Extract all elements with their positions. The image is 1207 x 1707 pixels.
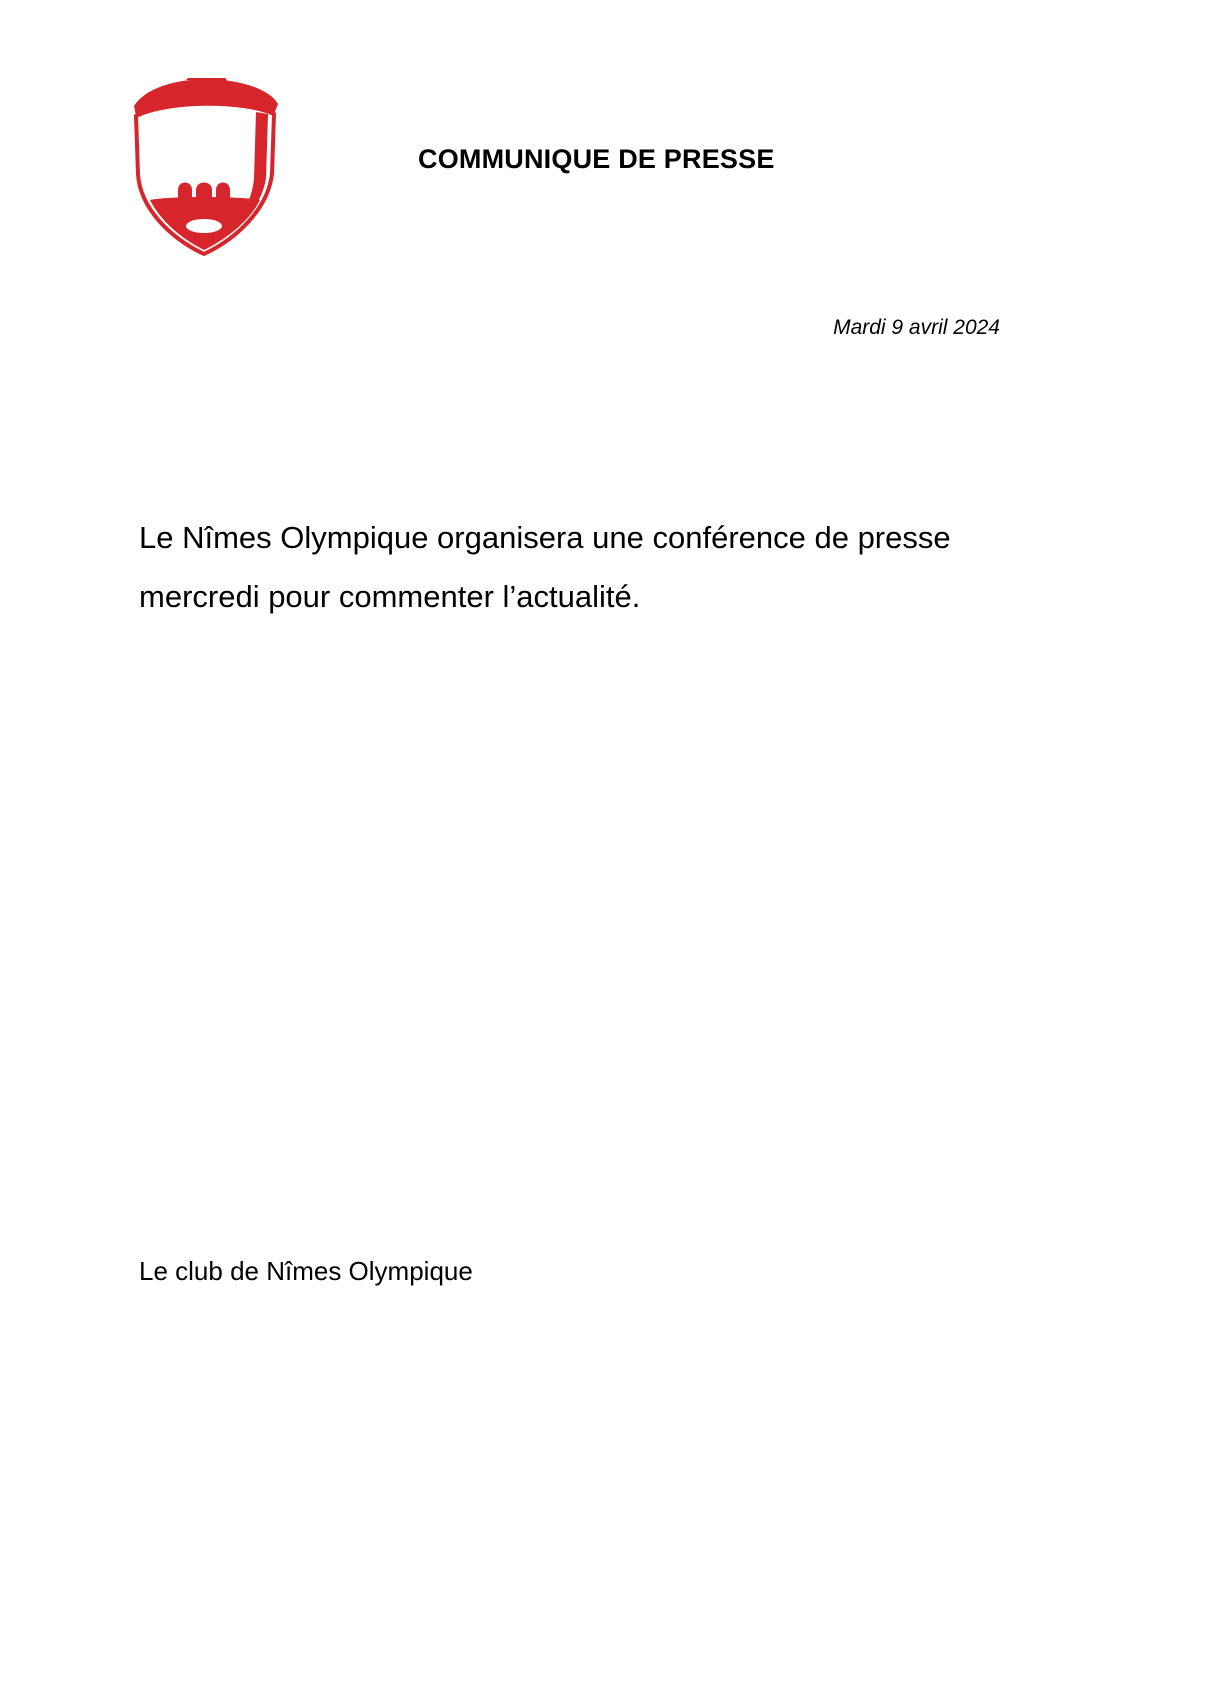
document-body: Le Nîmes Olympique organisera une conférence de presse mercredi pour commenter l’actualité. bbox=[139, 520, 951, 614]
document-title: COMMUNIQUE DE PRESSE bbox=[418, 144, 775, 174]
document-date: Mardi 9 avril 2024 bbox=[833, 316, 1000, 339]
document-signature: Le club de Nîmes Olympique bbox=[139, 1256, 473, 1286]
club-logo bbox=[128, 78, 280, 256]
club-crest-icon bbox=[128, 78, 280, 256]
